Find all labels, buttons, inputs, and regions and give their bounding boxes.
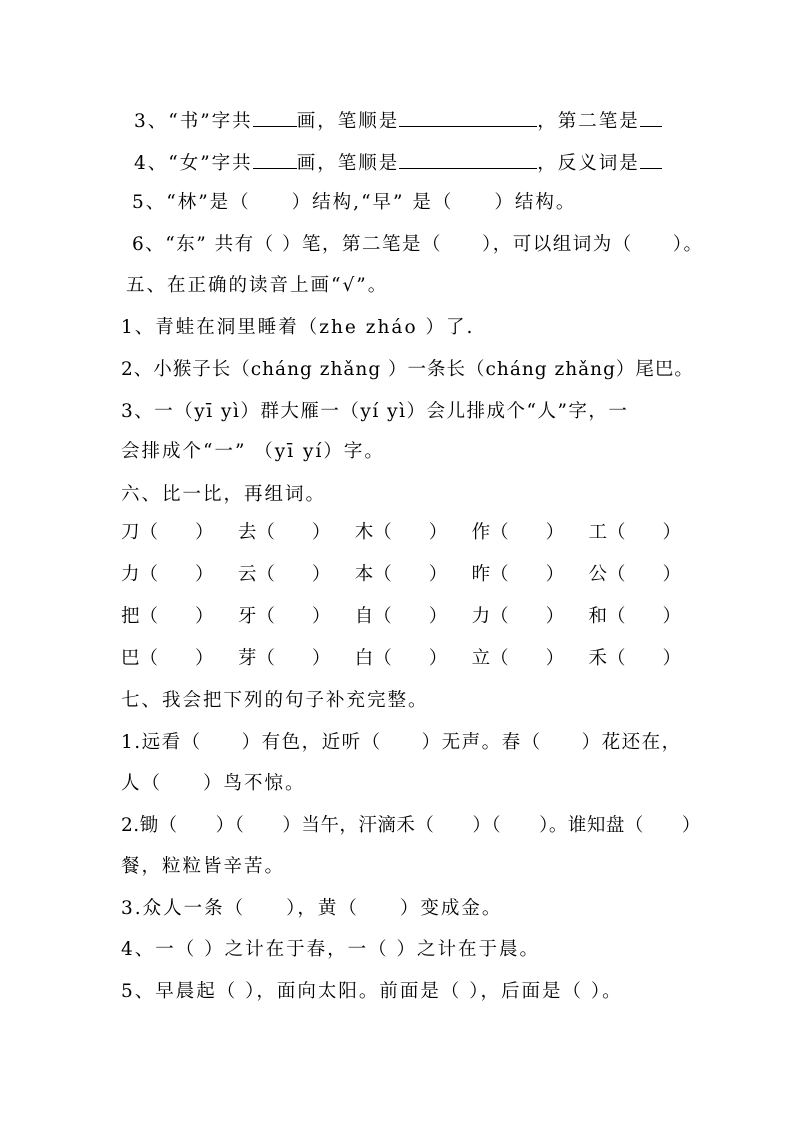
section-7-line-6: 4、一（ ）之计在于春，一（ ）之计在于晨。 [121, 939, 541, 960]
word-cell: 刀（ ） [121, 522, 214, 543]
question-4-part-c: ，反义词是 [537, 153, 640, 174]
question-3 [134, 108, 662, 133]
section-7-line-1: 1.远看（ ）有色，近听（ ）无声。春（ ）花还在， [121, 732, 682, 753]
answer-blank[interactable] [640, 150, 662, 169]
word-cell: 和（ ） [588, 606, 681, 627]
word-cell: 白（ ） [354, 648, 448, 669]
question-5: 5、“林”是（ ）结构,“早” 是（ ）结构。 [132, 192, 577, 213]
section-7-line-3: 2.锄（ ）（ ）当午，汗滴禾（ ）（ ）。谁知盘（ ） [121, 815, 701, 836]
section-5-item-1: 1、青蛙在洞里睡着（zhe zháo ）了. [121, 317, 475, 338]
answer-blank[interactable] [253, 108, 297, 127]
section-7-line-4: 餐，粒粒皆辛苦。 [121, 856, 286, 877]
section-7-line-7: 5、早晨起（ ），面向太阳。前面是（ ），后面是（ ）。 [121, 981, 623, 1002]
section-6-title: 六、比一比，再组词。 [121, 484, 327, 505]
word-row-1 [121, 522, 681, 544]
answer-blank[interactable] [640, 108, 662, 127]
section-7-line-5: 3.众人一条（ ），黄（ ）变成金。 [121, 898, 503, 919]
question-4-part-a: 4、“女”字共 [134, 153, 253, 174]
word-cell: 把（ ） [121, 606, 214, 627]
word-row-3 [121, 606, 681, 628]
word-cell: 本（ ） [354, 564, 448, 585]
word-cell: 云（ ） [237, 564, 331, 585]
word-cell: 禾（ ） [588, 648, 681, 669]
word-row-2 [121, 564, 681, 586]
question-6: 6、“东” 共有（ ）笔，第二笔是（ ），可以组词为（ ）。 [132, 234, 704, 255]
word-cell: 立（ ） [471, 648, 565, 669]
word-cell: 巴（ ） [121, 648, 214, 669]
word-row-4 [121, 648, 681, 670]
word-cell: 昨（ ） [471, 564, 565, 585]
answer-blank[interactable] [399, 108, 537, 127]
answer-blank[interactable] [399, 150, 537, 169]
section-5-item-2: 2、小猴子长（cháng zhǎng ）一条长（cháng zhǎng）尾巴。 [121, 359, 694, 380]
word-cell: 芽（ ） [237, 648, 331, 669]
section-5-item-3: 3、一（yī yì）群大雁一（yí yì）会儿排成个“人”字，一 [121, 401, 629, 422]
word-cell: 自（ ） [354, 606, 448, 627]
word-cell: 公（ ） [588, 564, 681, 585]
word-cell: 工（ ） [588, 522, 681, 543]
section-7-title: 七、我会把下列的句子补充完整。 [121, 690, 429, 711]
section-5-item-3-cont: 会排成个“一” （yī yí）字。 [121, 441, 385, 462]
answer-blank[interactable] [253, 150, 297, 169]
word-cell: 作（ ） [471, 522, 565, 543]
section-7-line-2: 人（ ）鸟不惊。 [121, 773, 306, 794]
question-3-part-c: ，第二笔是 [537, 111, 640, 132]
question-3-part-a: 3、“书”字共 [134, 111, 253, 132]
question-4 [134, 150, 662, 175]
word-cell: 牙（ ） [237, 606, 331, 627]
question-3-part-b: 画，笔顺是 [296, 111, 400, 132]
section-5-title: 五、在正确的读音上画“√”。 [126, 275, 389, 296]
word-cell: 力（ ） [471, 606, 565, 627]
question-4-part-b: 画，笔顺是 [296, 153, 400, 174]
word-cell: 力（ ） [121, 564, 214, 585]
word-cell: 去（ ） [237, 522, 331, 543]
word-cell: 木（ ） [354, 522, 448, 543]
